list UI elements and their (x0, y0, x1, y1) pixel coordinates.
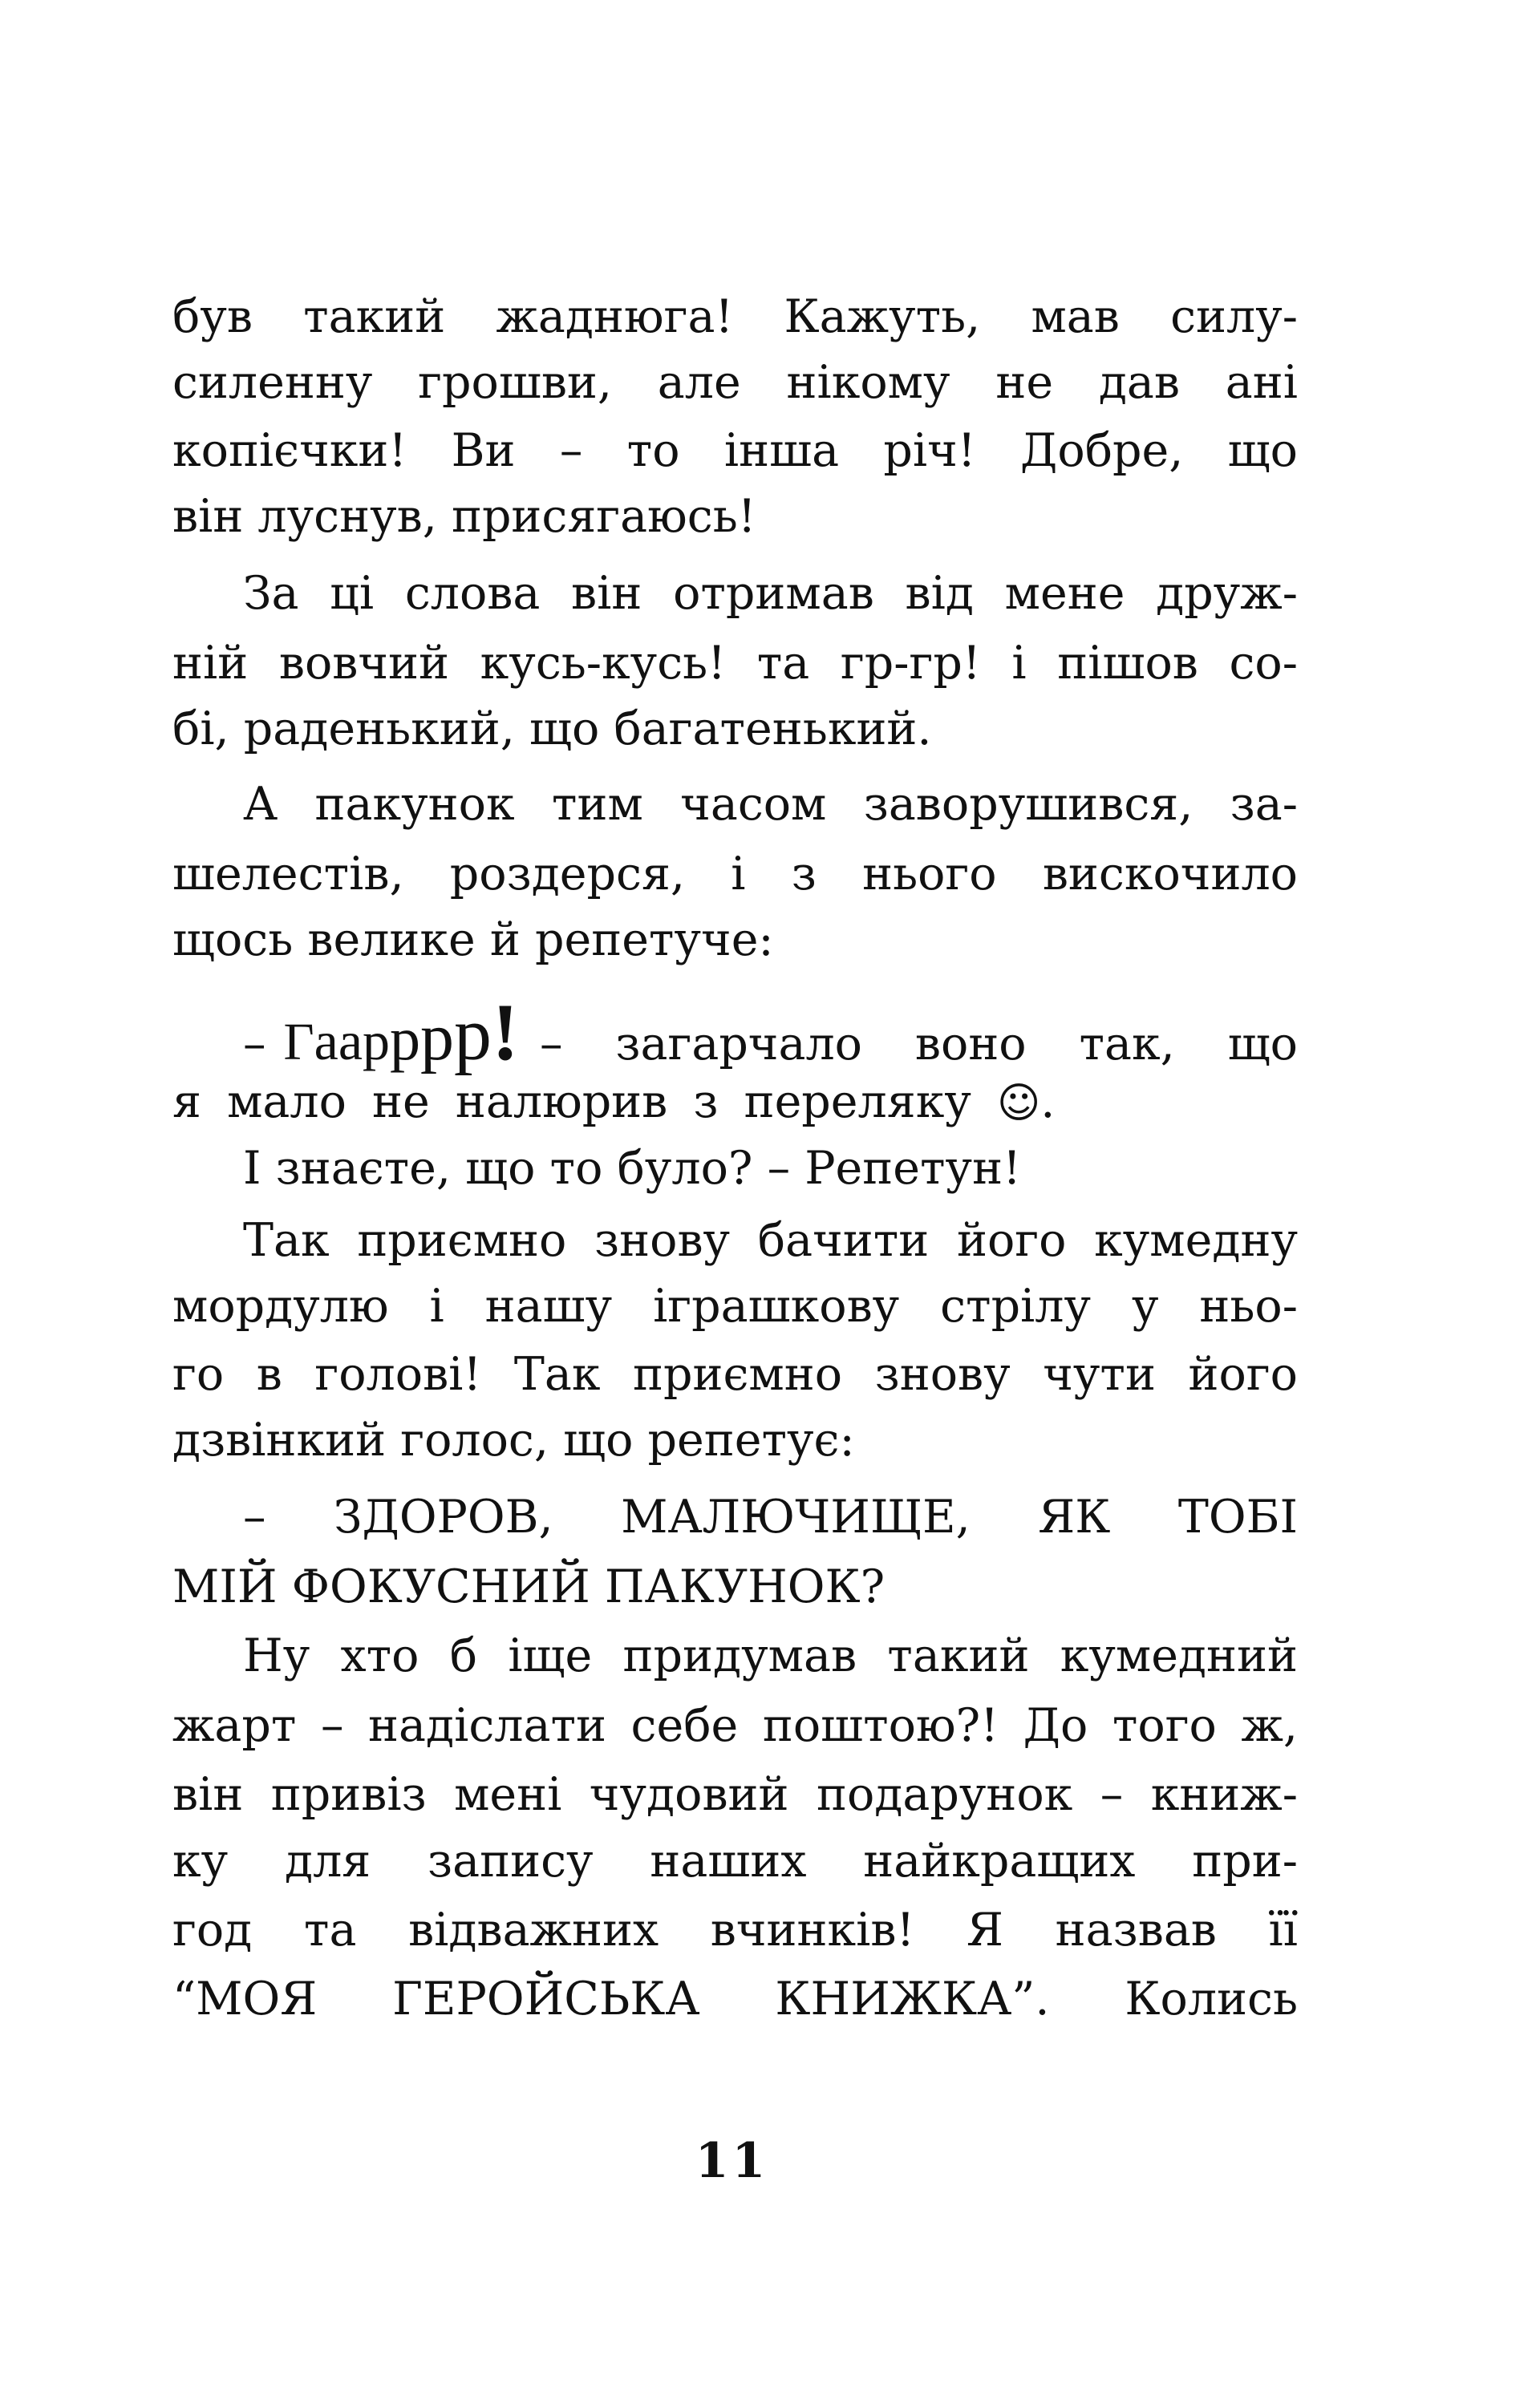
growl-exclamation (243, 987, 519, 1078)
growl-letter: р (363, 1010, 391, 1071)
growl-letter: р (420, 1000, 455, 1074)
text-line: Так приємно знову бачити його кумедну (243, 1214, 1298, 1267)
text-line: год та відважних вчинків! Я назвав її (172, 1904, 1298, 1957)
growl-letter: Г (283, 1013, 314, 1071)
text-line: копієчки! Ви – то інша річ! Добре, що (172, 424, 1298, 477)
text-line: ній вовчий кусь-кусь! та гр-гр! і пішов со- (172, 637, 1298, 690)
growl-dash: – (243, 1018, 266, 1070)
text-line: мордулю і нашу іграшкову стрілу у ньо- (172, 1280, 1298, 1333)
text-line-rest: – загарчало воно так, що (540, 1018, 1298, 1070)
text-line: МІЙ ФОКУСНИЙ ПАКУНОК? (172, 1560, 886, 1613)
growl-letter: р (390, 1006, 421, 1073)
text-line: дзвінкий голос, що репетує: (172, 1414, 855, 1467)
growl-letter: ! (492, 987, 519, 1078)
text-segment: я мало не налюрив з переляку (172, 1075, 971, 1128)
text-line: “МОЯ ГЕРОЙСЬКА КНИЖКА”. Колись (172, 1973, 1298, 2026)
text-line: За ці слова він отримав від мене друж- (243, 567, 1298, 620)
text-line: – ЗДОРОВ, МАЛЮЧИЩЕ, ЯК ТОБІ (243, 1491, 1298, 1544)
growl-letter: аа (314, 1010, 363, 1071)
text-line: І знаєте, що то було? – Репетун! (243, 1142, 1021, 1195)
text-line: шелестів, роздерся, і з нього вискочило (172, 848, 1298, 900)
text-line: бі, раденький, що багатенький. (172, 702, 932, 755)
text-line: щось велике й репетуче: (172, 913, 774, 966)
text-line: він привіз мені чудовий подарунок – книж- (172, 1768, 1298, 1821)
text-line: го в голові! Так приємно знову чути його (172, 1348, 1298, 1401)
text-line: він луснув, присягаюсь! (172, 490, 756, 543)
page-number: 11 (695, 2133, 769, 2189)
smiley-icon: ☺ (997, 1079, 1041, 1127)
text-line: силенну грошви, але нікому не дав ані (172, 356, 1298, 409)
text-line: ку для запису наших найкращих при- (172, 1835, 1298, 1888)
text-line: був такий жаднюга! Кажуть, мав силу- (172, 290, 1298, 343)
growl-letter: р (454, 993, 492, 1076)
text-line: А пакунок тим часом заворушився, за- (243, 778, 1298, 831)
text-line: Ну хто б іще придумав такий кумедний (243, 1629, 1298, 1682)
growl-line (172, 987, 1298, 1078)
text-segment: . (1040, 1075, 1056, 1128)
text-line (172, 1074, 1298, 1130)
text-line: жарт – надіслати себе поштою?! До того ж, (172, 1699, 1298, 1752)
